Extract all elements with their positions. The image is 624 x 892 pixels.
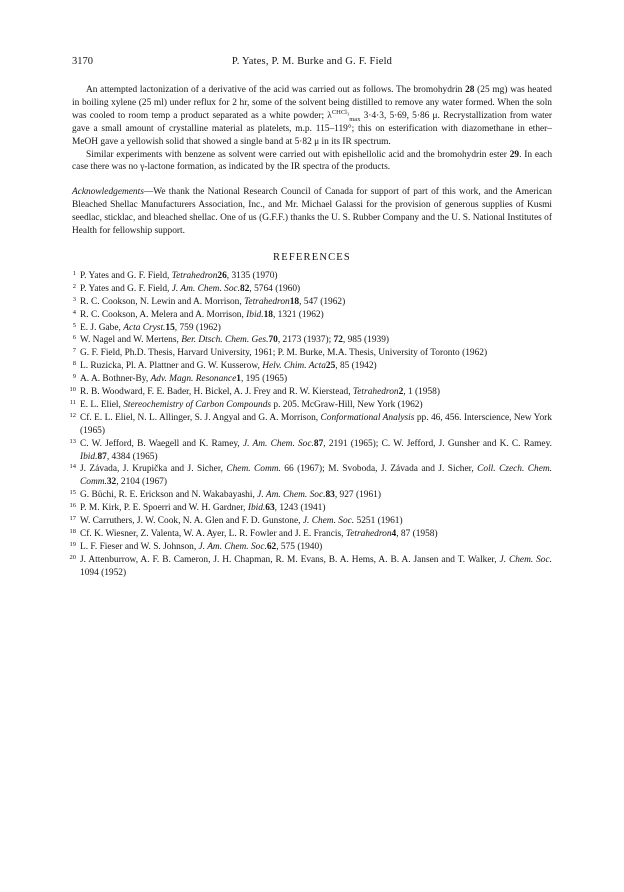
lambda-max: max	[349, 115, 361, 123]
reference-pages: 1094 (1952)	[80, 567, 127, 578]
reference-item	[69, 540, 552, 554]
reference-item	[72, 270, 552, 283]
reference-pages: , 85 (1942)	[335, 361, 377, 372]
reference-journal: Ibid.	[246, 309, 264, 320]
reference-item	[69, 489, 552, 502]
reference-authors: P. Yates and G. F. Field,	[80, 270, 172, 281]
reference-number: 13	[69, 437, 76, 445]
reference-journal: Ibid.	[80, 451, 98, 462]
reference-number: 8	[72, 360, 76, 368]
reference-authors: L. Ruzicka, Pl. A. Plattner and G. W. Kusserow,	[80, 361, 263, 372]
reference-number: 3	[72, 295, 76, 303]
reference-volume: 2	[398, 387, 404, 398]
reference-pages: , 2104 (1967)	[116, 477, 167, 488]
reference-authors: W. Carruthers, J. W. Cook, N. A. Glen and F. D. Gunstone,	[80, 516, 303, 527]
reference-pages: , 3135 (1970)	[226, 270, 278, 281]
reference-item	[72, 347, 552, 360]
reference-volume: 4	[391, 529, 397, 539]
page-header	[72, 56, 552, 72]
reference-journal: J. Chem. Soc.	[302, 516, 355, 527]
reference-number: 10	[69, 386, 76, 394]
reference-pages: , 1321 (1962)	[272, 309, 324, 320]
reference-authors: G. Büchi, R. E. Erickson and N. Wakabayashi,	[80, 490, 258, 501]
reference-number: 11	[69, 398, 76, 406]
reference-volume: 18	[289, 296, 300, 307]
reference-pages: 66 (1967); M. Svoboda, J. Závada and J. Sicher,	[280, 464, 478, 475]
reference-journal: Ibid.	[247, 503, 266, 514]
reference-item	[72, 373, 552, 386]
reference-pages: , 5764 (1960)	[249, 283, 301, 294]
reference-volume: 18	[263, 309, 273, 320]
compound-ref: 28	[465, 85, 475, 95]
reference-authors: R. C. Cookson, A. Melera and A. Morrison,	[80, 309, 247, 320]
reference-item	[69, 386, 552, 399]
reference-journal: J. Chem. Soc.	[499, 554, 552, 565]
reference-number: 20	[69, 553, 76, 561]
reference-item	[69, 502, 552, 515]
reference-authors: W. Nagel and W. Mertens,	[80, 335, 182, 346]
acknowledgements-label: Acknowledgements	[72, 187, 144, 198]
page-number: 3170	[72, 56, 93, 67]
reference-journal: Acta Cryst.	[123, 322, 166, 333]
article-body	[69, 84, 553, 580]
reference-volume: 15	[165, 322, 175, 333]
reference-journal: Tetrahedron	[352, 387, 399, 398]
reference-item	[69, 398, 552, 412]
reference-item	[72, 283, 552, 296]
reference-number: 5	[72, 321, 76, 329]
reference-authors: L. F. Fieser and W. S. Johnson,	[80, 541, 199, 552]
reference-pages: , 927 (1961)	[334, 490, 381, 501]
reference-journal: Conformational Analysis	[320, 412, 415, 423]
reference-number: 6	[72, 334, 76, 342]
reference-volume: 63	[265, 503, 275, 514]
paragraph-similar-experiments: Similar experiments with benzene as solvent were carried out with epishellolic acid and the bromohydrin ester 29. In each case there was no γ-lactone formation, as indicated by the IR spectra of the products.	[72, 149, 553, 173]
reference-pages: , 547 (1962)	[299, 296, 346, 307]
paragraph-lactonization: An attempted lactonization of a derivative of the acid was carried out as follows. The bromohydrin 28 (25 mg) was heated in boiling xylene (25 ml) under reflux for 2 hr, some of the solvent being distilled to remove any water formed. When the soln was cooled to room temp a product separated as a white powder; $\lambda^{CHCl_3}_{max}$ 3·4·3, 5·69, 5·86 μ. Recrystallization from water gave a small amount of crystalline material as platelets, m.p. 115–119°; this on esterification with diazomethane in ether–MeOH gave a yellowish solid that showed a single band at 5·82 μ in its IR spectrum.	[72, 85, 553, 147]
reference-authors: E. J. Gabe,	[80, 322, 124, 333]
reference-number: 1	[72, 269, 76, 277]
reference-authors: R. C. Cookson, N. Lewin and A. Morrison,	[80, 296, 245, 307]
reference-number: 14	[69, 463, 76, 471]
reference-authors: E. L. Eliel,	[80, 399, 124, 410]
reference-volume: 26	[217, 270, 227, 281]
reference-volume: 83	[325, 490, 335, 501]
reference-volume: 25	[325, 361, 336, 372]
reference-item	[69, 437, 553, 464]
reference-number: 16	[69, 502, 76, 510]
reference-journal: Coll. Czech. Chem. Comm.	[80, 464, 552, 488]
reference-number: 2	[72, 282, 76, 290]
reference-item	[72, 322, 552, 335]
reference-pages: , 985 (1939)	[342, 335, 390, 346]
reference-authors: R. B. Woodward, F. E. Bader, H. Bickel, A. J. Frey and R. W. Kierstead,	[80, 387, 353, 398]
reference-number: 4	[72, 308, 76, 316]
reference-pages: , 759 (1962)	[174, 322, 221, 333]
reference-pages: , 1243 (1941)	[274, 503, 326, 514]
reference-journal: Helv. Chim. Acta	[262, 361, 326, 372]
reference-item	[69, 411, 552, 438]
reference-journal: Stereochemistry of Carbon Compounds	[123, 399, 272, 410]
reference-authors: P. M. Kirk, P. E. Spoerri and W. H. Gardner,	[80, 503, 248, 514]
reference-authors: J. Závada, J. Krupička and J. Sicher,	[80, 464, 227, 475]
reference-pages: , 4384 (1965)	[106, 451, 158, 462]
reference-authors: Cf. K. Wiesner, Z. Valenta, W. A. Ayer, L. R. Fowler and J. E. Francis,	[80, 529, 346, 539]
reference-item	[72, 296, 552, 309]
reference-item	[72, 309, 552, 322]
reference-item	[69, 553, 552, 580]
reference-pages: , 2173 (1937);	[277, 335, 334, 346]
reference-number: 7	[72, 347, 76, 355]
reference-volume: 1	[236, 374, 241, 385]
reference-item	[69, 515, 552, 528]
reference-number: 17	[69, 515, 76, 523]
reference-journal: J. Am. Chem. Soc.	[171, 283, 241, 294]
reference-pages: , 575 (1940)	[276, 541, 323, 552]
reference-volume: 70	[268, 335, 278, 346]
reference-number: 9	[72, 373, 76, 381]
running-head: P. Yates, P. M. Burke and G. F. Field	[231, 56, 393, 67]
reference-authors: A. A. Bothner-By,	[80, 374, 151, 385]
reference-list	[69, 269, 553, 580]
reference-journal: Tetrahedron	[345, 529, 392, 539]
reference-volume: 87	[313, 438, 324, 449]
reference-journal: J. Am. Chem. Soc.	[257, 490, 326, 501]
reference-volume: 82	[240, 283, 250, 294]
reference-pages: , 2191 (1965); C. W. Jefford, J. Gunsher and K. C. Ramey.	[323, 438, 553, 449]
reference-journal: Ber. Dtsch. Chem. Ges.	[181, 335, 269, 346]
lambda-symbol: λ	[327, 110, 332, 121]
reference-item	[69, 528, 552, 541]
reference-volume: 62	[266, 541, 277, 552]
reference-number: 19	[69, 540, 76, 548]
reference-journal: J. Am. Chem. Soc.	[198, 541, 267, 552]
reference-authors: G. F. Field, Ph.D. Thesis, Harvard University, 1961; P. M. Burke, M.A. Thesis, University of Toronto (1962)	[80, 348, 488, 359]
reference-pages: , 87 (1958)	[396, 529, 438, 539]
reference-authors: P. Yates and G. F. Field,	[80, 283, 172, 294]
reference-pages: , 195 (1965)	[240, 374, 288, 385]
reference-volume: 72	[333, 335, 343, 346]
reference-authors: Cf. E. L. Eliel, N. L. Allinger, S. J. Angyal and G. A. Morrison,	[80, 412, 321, 423]
reference-journal: Adv. Magn. Resonance	[150, 374, 237, 385]
reference-volume: 32	[106, 477, 117, 488]
reference-authors: J. Attenburrow, A. F. B. Cameron, J. H. Chapman, R. M. Evans, B. A. Hems, A. B. A. Jansen and T. Walker,	[80, 554, 500, 565]
references-heading: REFERENCES	[273, 251, 351, 263]
reference-pages: pp. 46, 456. Interscience, New York (1965)	[80, 412, 552, 436]
compound-ref: 29	[509, 149, 520, 160]
reference-journal: Chem. Comm.	[226, 464, 281, 475]
reference-item	[72, 334, 552, 347]
reference-number: 12	[69, 411, 76, 419]
reference-journal: J. Am. Chem. Soc.	[242, 438, 314, 449]
lambda-solvent: CHCl₃	[331, 108, 350, 116]
acknowledgements	[72, 186, 552, 238]
reference-volume: 87	[97, 451, 107, 462]
acknowledgements-text: —We thank the National Research Council of Canada for support of part of this work, and the American Bleached Shellac Manufacturers Association, Inc., and Mr. Michael Galassi for the provision of generous supplies of Kusmi seedlac, sticklac, and bleached shellac. One of us (G.F.F.) thanks the U. S. Rubber Company and the U. S. National Institutes of Health for fellowship support.	[72, 187, 552, 237]
reference-pages: 5251 (1961)	[354, 516, 403, 527]
reference-journal: Tetrahedron	[171, 270, 218, 281]
reference-number: 18	[69, 528, 76, 535]
reference-journal: Tetrahedron	[244, 296, 290, 307]
reference-pages: , 1 (1958)	[403, 387, 440, 398]
reference-item	[72, 360, 552, 373]
reference-number: 15	[69, 489, 76, 497]
reference-authors: C. W. Jefford, B. Waegell and K. Ramey,	[80, 438, 243, 449]
reference-pages: p. 205. McGraw-Hill, New York (1962)	[271, 399, 423, 410]
reference-item	[69, 463, 552, 489]
